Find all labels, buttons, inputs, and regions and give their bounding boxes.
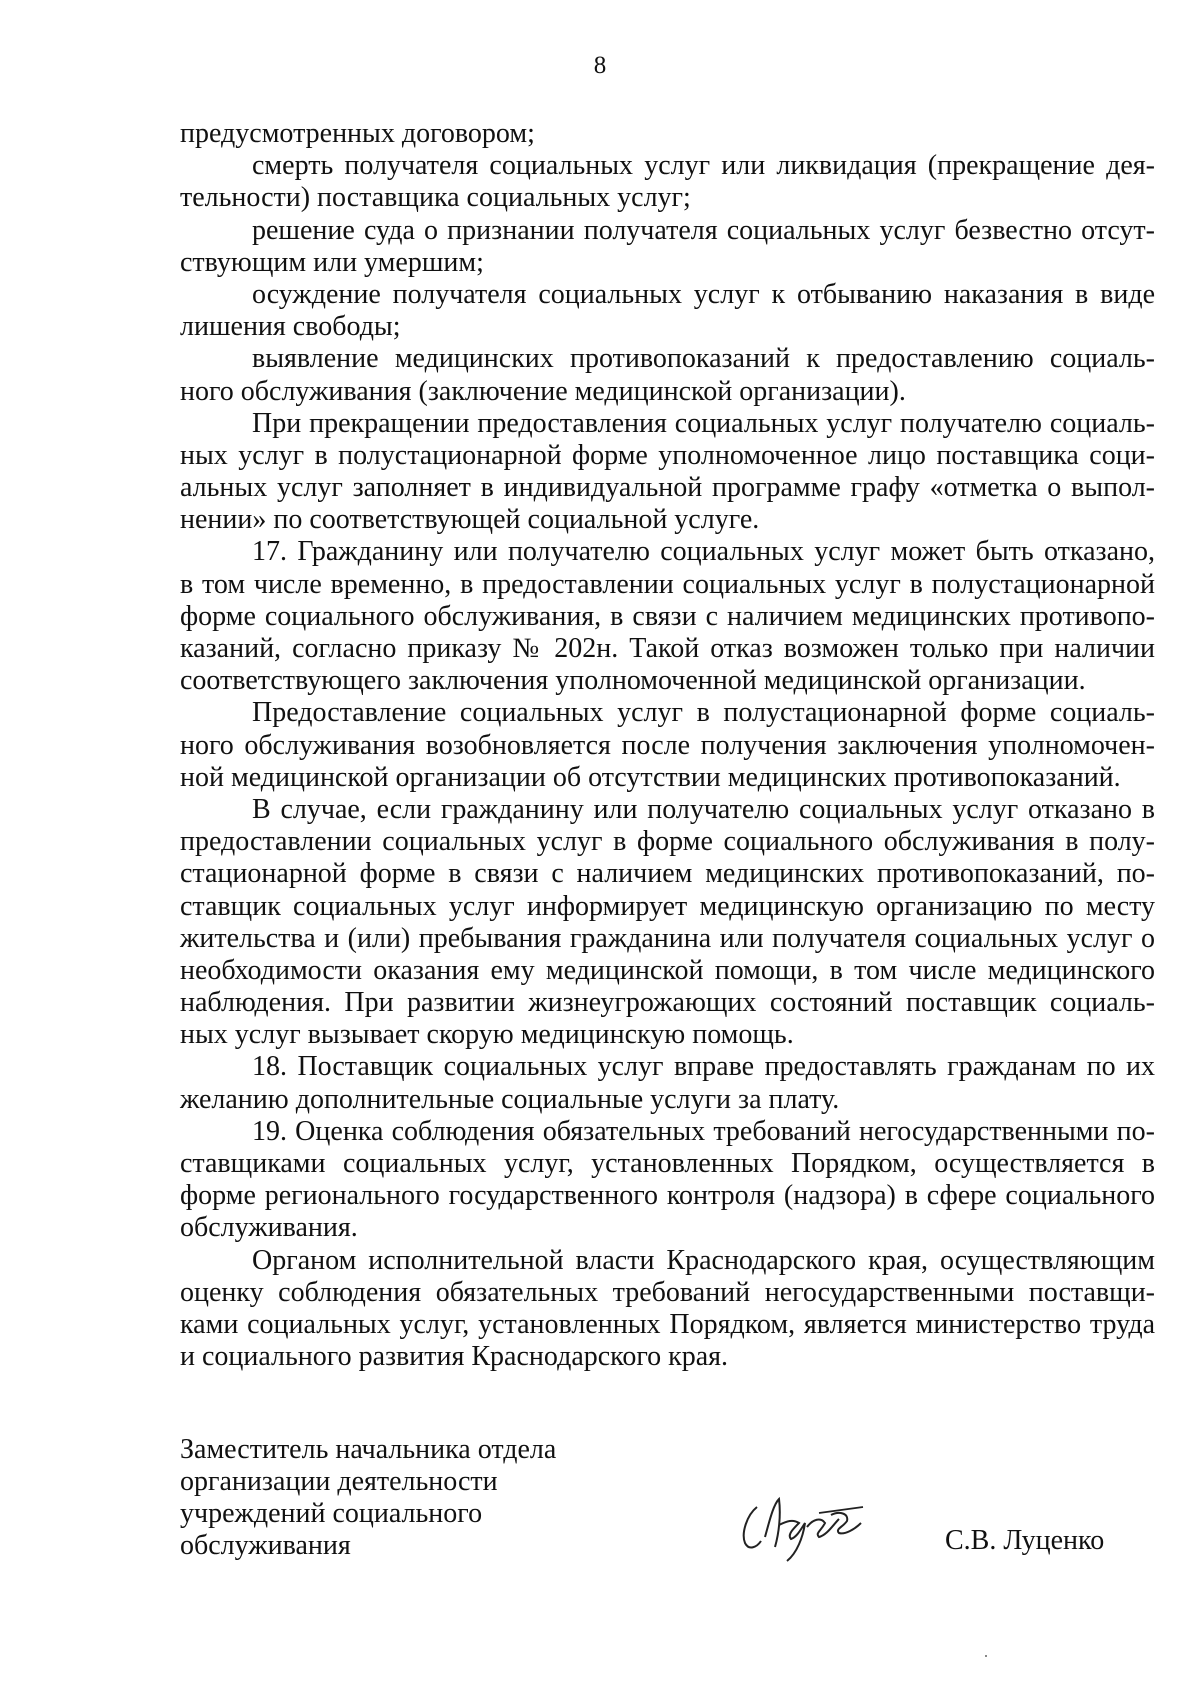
body-line: тельности) поставщика социальных услуг; xyxy=(180,182,691,214)
signature-block xyxy=(180,1434,600,1562)
body-line: форме социального обслуживания, в связи с наличием медицинских противопо- xyxy=(180,600,1155,632)
signer-position-line: учреждений социального xyxy=(180,1498,483,1529)
body-line: При прекращении предоставления социальных услуг получателю социаль- xyxy=(252,407,1155,439)
body-line: альных услуг заполняет в индивидуальной программе графу «отметка о выпол- xyxy=(180,472,1155,504)
body-line: 19. Оценка соблюдения обязательных требований негосударственными по- xyxy=(252,1115,1155,1147)
body-line: ного обслуживания возобновляется после получения заключения уполномочен- xyxy=(180,729,1155,761)
page-number: 8 xyxy=(593,52,607,79)
signer-position-line: обслуживания xyxy=(180,1530,351,1561)
body-line: ных услуг вызывает скорую медицинскую помощь. xyxy=(180,1019,794,1051)
body-line: соответствующего заключения уполномоченной медицинской организации. xyxy=(180,665,1086,697)
body-line: в том числе временно, в предоставлении социальных услуг в полустационарной xyxy=(180,568,1155,600)
body-line: ного обслуживания (заключение медицинской организации). xyxy=(180,375,906,407)
body-line: нении» по соответствующей социальной услуге. xyxy=(180,504,760,536)
body-line: ных услуг в полустационарной форме уполномоченное лицо поставщика соци- xyxy=(180,439,1155,471)
body-line: 18. Поставщик социальных услуг вправе предоставлять гражданам по их xyxy=(252,1051,1155,1083)
body-line: обслуживания. xyxy=(180,1212,358,1244)
body-text xyxy=(180,118,1155,1373)
body-line: осуждение получателя социальных услуг к отбыванию наказания в виде xyxy=(252,278,1155,310)
body-line: выявление медицинских противопоказаний к предоставлению социаль- xyxy=(252,343,1155,375)
body-line: желанию дополнительные социальные услуги за плату. xyxy=(180,1083,840,1115)
body-line: В случае, если гражданину или получателю социальных услуг отказано в xyxy=(252,793,1155,825)
body-line: предусмотренных договором; xyxy=(180,118,535,149)
body-line: предоставлении социальных услуг в форме социального обслуживания в полу- xyxy=(180,826,1155,858)
body-line: наблюдения. При развитии жизнеугрожающих состояний поставщик социаль- xyxy=(180,987,1155,1019)
body-line: ствующим или умершим; xyxy=(180,246,484,278)
body-line: Предоставление социальных услуг в полустационарной форме социаль- xyxy=(252,697,1155,729)
body-line: ками социальных услуг, установленных Порядком, является министерство труда xyxy=(180,1308,1155,1340)
body-line: форме регионального государственного контроля (надзора) в сфере социального xyxy=(180,1180,1155,1212)
signer-position-line: организации деятельности xyxy=(180,1466,498,1497)
body-line: стационарной форме в связи с наличием медицинских противопоказаний, по- xyxy=(180,858,1155,890)
body-line: ной медицинской организации об отсутствии медицинских противопоказаний. xyxy=(180,761,1121,793)
body-line: оценку соблюдения обязательных требований негосударственными поставщи- xyxy=(180,1276,1155,1308)
body-line: лишения свободы; xyxy=(180,311,401,343)
body-line: решение суда о признании получателя социальных услуг безвестно отсут- xyxy=(252,214,1155,246)
body-line: и социального развития Краснодарского края. xyxy=(180,1341,729,1373)
body-line: Органом исполнительной власти Краснодарского края, осуществляющим xyxy=(252,1244,1155,1276)
signer-name: С.В. Луценко xyxy=(945,1525,1105,1556)
body-line: смерть получателя социальных услуг или ликвидация (прекращение дея- xyxy=(252,150,1155,182)
body-line: необходимости оказания ему медицинской помощи, в том числе медицинского xyxy=(180,954,1155,986)
body-line: жительства и (или) пребывания гражданина или получателя социальных услуг о xyxy=(180,922,1155,954)
body-line: казаний, согласно приказу № 202н. Такой отказ возможен только при наличии xyxy=(180,633,1155,664)
handwritten-signature xyxy=(735,1485,885,1565)
body-line: 17. Гражданину или получателю социальных услуг может быть отказано, xyxy=(252,536,1155,568)
body-line: ставщик социальных услуг информирует медицинскую организацию по месту xyxy=(180,890,1155,922)
body-line: ставщиками социальных услуг, установленных Порядком, осуществляется в xyxy=(180,1148,1155,1179)
scan-speck xyxy=(985,1655,987,1657)
signer-position-line: Заместитель начальника отдела xyxy=(180,1434,557,1465)
